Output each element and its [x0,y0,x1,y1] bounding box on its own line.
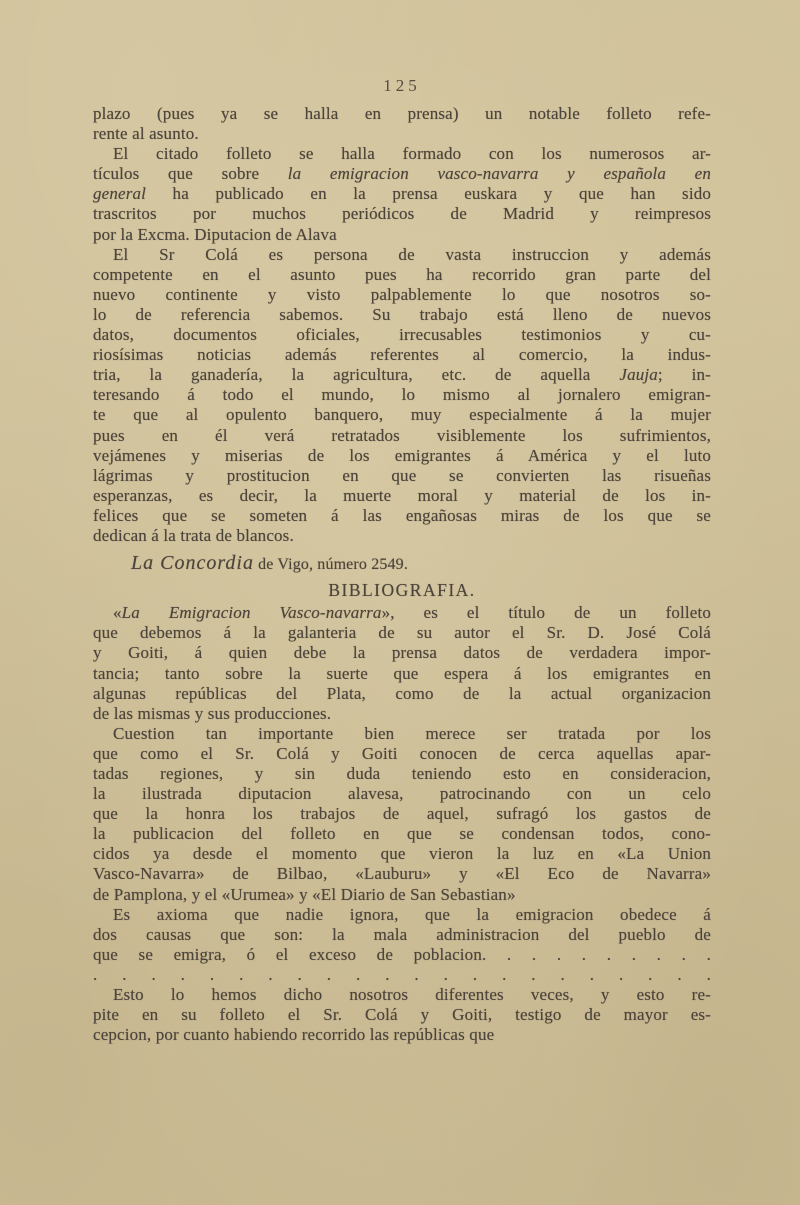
text-line: te que al opulento banquero, muy especialmente á la mujer [93,405,711,425]
text-line: vejámenes y miserias de los emigrantes á América y el luto [93,445,711,465]
text-line: tículos que sobre la emigracion vasco-navarra y española en [93,164,711,184]
text-line: Vasco-Navarra» de Bilbao, «Lauburu» y «El Eco de Navarra» [93,864,711,884]
text-line: datos, documentos oficiales, irrecusables testimonios y cu- [93,325,711,345]
text-line: general ha publicado en la prensa euskara y que han sido [93,184,711,204]
paragraph [93,985,711,1045]
text-line: trascritos por muchos periódicos de Madrid y reimpresos [93,204,711,224]
text-line: «La Emigracion Vasco-navarra», es el título de un folleto [113,603,711,623]
text-line: Esto lo hemos dicho nosotros diferentes veces, y esto re- [113,984,711,1004]
text-line: plazo (pues ya se halla en prensa) un notable folleto refe- [93,104,711,123]
text-line: riosísimas noticias además referentes al comercio, la indus- [93,345,711,365]
text-line: y Goiti, á quien debe la prensa datos de verdadera impor- [93,643,711,663]
text-line: El citado folleto se halla formado con los numerosos ar- [113,144,711,164]
text-line: tancia; tanto sobre la suerte que espera á los emigrantes en [93,663,711,683]
page-number: 125 [383,76,421,95]
text-line: dedican á la trata de blancos. [93,525,294,545]
text-line: de las mismas y sus producciones. [93,703,332,723]
paragraph [93,603,711,724]
text-line: competente en el asunto pues ha recorrido gran parte del [93,264,711,284]
dotted-fill-line: . . . . . . . . . . . . . . . . . . . . . . [93,964,711,984]
text-line: nuevo continente y visto palpablemente lo que nosotros so- [93,284,711,304]
text-line: de Pamplona, y el «Urumea» y «El Diario de San Sebastian» [93,884,516,904]
text-line: tria, la ganadería, la agricultura, etc. de aquella Jauja; in- [93,365,711,385]
attribution-line: La Concordia de Vigo, número 2549. [131,552,408,575]
text-line: pues en él verá retratados visiblemente los sufrimientos, [93,425,711,445]
text-line: que como el Sr. Colá y Goiti conocen de cerca aquellas apar- [93,743,711,763]
text-line: algunas repúblicas del Plata, como de la actual organizacion [93,683,711,703]
text-line: teresando á todo el mundo, lo mismo al jornalero emigran- [93,385,711,405]
text-line: rente al asunto. [93,124,199,144]
text-line: dos causas que son: la mala administracion del pueblo de [93,924,711,944]
attribution-source-title: La Concordia [131,552,254,575]
page-text-block [93,104,711,1045]
text-line: que la honra los trabajos de aquel, sufragó los gastos de [93,804,711,824]
paragraph [93,144,711,244]
paragraph [93,245,711,546]
paragraph [93,905,711,965]
paragraph [93,724,711,905]
text-line: la ilustrada diputacion alavesa, patrocinando con un celo [93,784,711,804]
paragraph [93,104,711,144]
text-line: que debemos á la galanteria de su autor el Sr. D. José Colá [93,623,711,643]
text-line: El Sr Colá es persona de vasta instruccion y además [113,244,711,264]
text-line: cidos ya desde el momento que vieron la luz en «La Union [93,844,711,864]
text-line: lo de referencia sabemos. Su trabajo está lleno de nuevos [93,304,711,324]
text-line: pite en su folleto el Sr. Colá y Goiti, testigo de mayor es- [93,1005,711,1025]
section-heading: BIBLIOGRAFIA. [328,580,476,601]
text-line: tadas regiones, y sin duda teniendo esto en consideracion, [93,764,711,783]
text-line: cepcion, por cuanto habiendo recorrido las repúblicas que [93,1025,495,1045]
text-line: por la Excma. Diputacion de Alava [93,224,337,244]
text-line: lágrimas y prostitucion en que se convierten las risueñas [93,465,711,485]
text-line: la publicacion del folleto en que se condensan todos, cono- [93,824,711,844]
text-line: Cuestion tan importante bien merece ser tratada por los [113,723,711,743]
text-line: Es axioma que nadie ignora, que la emigracion obedece á [113,904,711,924]
text-line: felices que se someten á las engañosas miras de los que se [93,505,711,525]
text-line: esperanzas, es decir, la muerte moral y material de los in- [93,485,711,505]
text-line: que se emigra, ó el exceso de poblacion. . . . . . . . . . [93,944,711,964]
